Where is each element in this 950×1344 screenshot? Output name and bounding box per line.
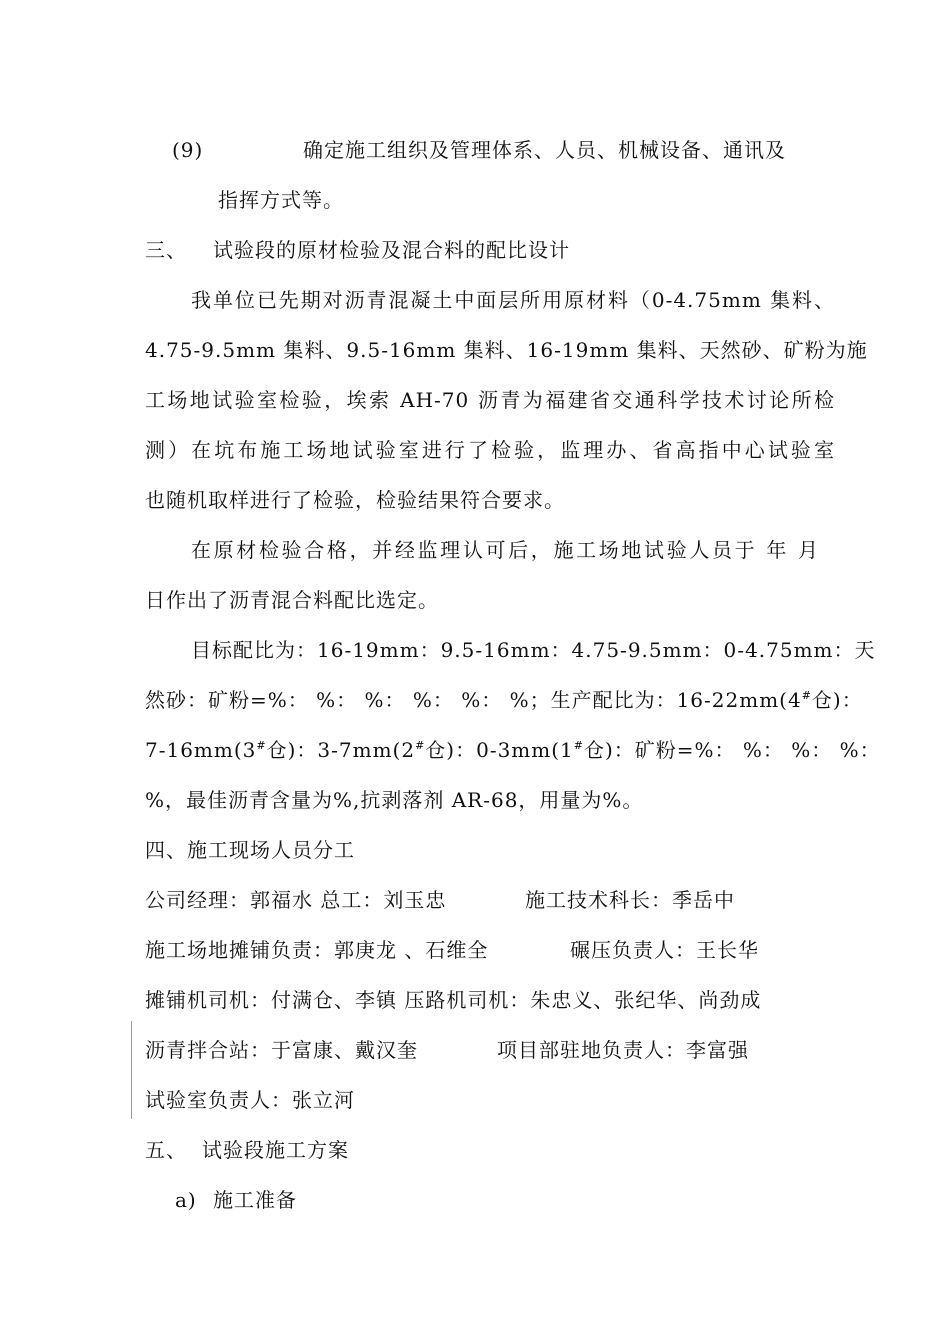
section-heading-4: 四、施工现场人员分工 bbox=[145, 838, 355, 862]
paragraph-line: 工场地试验室检验，埃索 AH-70 沥青为福建省交通科学技术讨论所检 bbox=[145, 388, 835, 412]
section-number: 五、 bbox=[145, 1138, 187, 1162]
paragraph-line: 在原材检验合格，并经监理认可后，施工场地试验人员于 年 月 bbox=[191, 538, 819, 562]
superscript-mark: # bbox=[415, 739, 426, 752]
item-number: (9) bbox=[172, 138, 204, 162]
paragraph-line: 4.75-9.5mm 集料、9.5-16mm 集料、16-19mm 集料、天然砂、矿粉为施 bbox=[145, 338, 868, 362]
subsection-label: a) bbox=[175, 1188, 197, 1212]
paragraph-line: 日作出了沥青混合料配比选定。 bbox=[145, 588, 439, 612]
staff-entry: 摊铺机司机：付满仓、李镇 压路机司机：朱忠义、张纪华、尚劲成 bbox=[145, 988, 762, 1012]
staff-entry: 公司经理：郭福水 总工：刘玉忠 bbox=[145, 888, 447, 912]
item-text: 确定施工组织及管理体系、人员、机械设备、通讯及 bbox=[303, 138, 786, 162]
change-bar bbox=[131, 1021, 132, 1119]
superscript-mark: # bbox=[573, 739, 584, 752]
mix-ratio-text: 仓)：矿粉=%： %： %： %： bbox=[583, 738, 881, 762]
item-text-cont: 指挥方式等。 bbox=[218, 188, 344, 212]
section-title: 试验段的原材检验及混合料的配比设计 bbox=[213, 238, 570, 262]
mix-ratio-text: 仓)： bbox=[811, 688, 863, 712]
mix-ratio-line bbox=[145, 736, 881, 764]
section-title: 试验段施工方案 bbox=[202, 1138, 349, 1162]
paragraph-line: 测）在坑布施工场地试验室进行了检验，监理办、省高指中心试验室 bbox=[145, 438, 835, 462]
paragraph-line: 也随机取样进行了检验，检验结果符合要求。 bbox=[145, 488, 565, 512]
mix-ratio-line bbox=[145, 686, 863, 714]
staff-entry: 碾压负责人：王长华 bbox=[570, 938, 759, 962]
mix-ratio-line: 目标配比为：16-19mm：9.5-16mm：4.75-9.5mm：0-4.75mm：天 bbox=[191, 638, 876, 662]
mix-ratio-text: 7-16mm(3 bbox=[145, 738, 257, 762]
mix-ratio-text: 仓)：0-3mm(1 bbox=[425, 738, 574, 762]
staff-entry: 沥青拌合站：于富康、戴汉奎 bbox=[145, 1038, 418, 1062]
staff-entry: 项目部驻地负责人：李富强 bbox=[497, 1038, 749, 1062]
mix-ratio-text: 仓)：3-7mm(2 bbox=[266, 738, 416, 762]
staff-entry: 施工技术科长：季岳中 bbox=[525, 888, 735, 912]
staff-entry: 试验室负责人：张立河 bbox=[145, 1088, 355, 1112]
mix-ratio-text: 然砂：矿粉=%： %： %： %： %： %；生产配比为：16-22mm(4 bbox=[145, 688, 802, 712]
superscript-mark: # bbox=[801, 689, 812, 702]
staff-entry: 施工场地摊铺负责：郭庚龙 、石维全 bbox=[145, 938, 489, 962]
paragraph-line: 我单位已先期对沥青混凝土中面层所用原材料（0-4.75mm 集料、 bbox=[191, 288, 835, 312]
mix-ratio-line: %，最佳沥青含量为%,抗剥落剂 AR-68，用量为%。 bbox=[145, 788, 644, 812]
section-number: 三、 bbox=[145, 238, 187, 262]
subsection-title: 施工准备 bbox=[213, 1188, 297, 1212]
superscript-mark: # bbox=[256, 739, 267, 752]
